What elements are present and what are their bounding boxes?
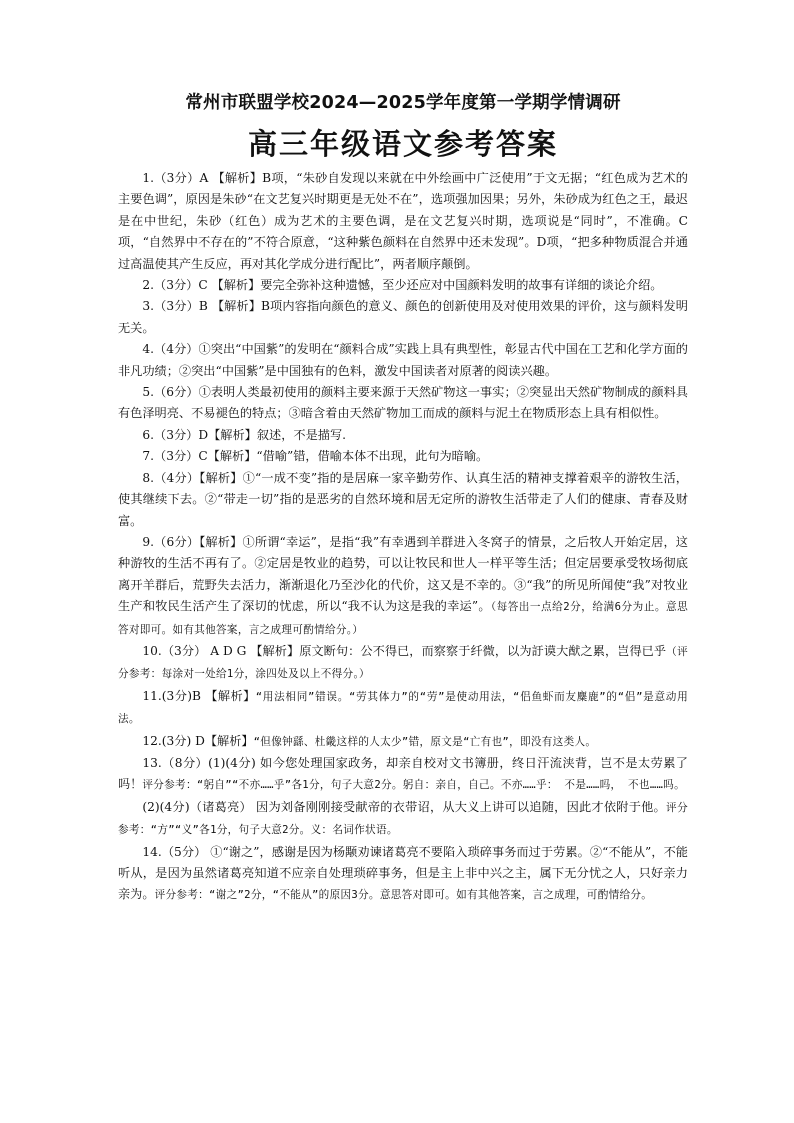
page-title: 高三年级语文参考答案 — [247, 127, 558, 161]
answer-item-10 — [118, 641, 688, 686]
answer-item-14 — [118, 842, 688, 907]
answer-item-1 — [118, 168, 688, 275]
scoring-note: “但像钟繇、杜畿这样的人太少”错，原文是“亡有也”，即没有这类人。 — [253, 735, 597, 748]
answer-text: 2.（3分）C 【解析】要完全弥补这种遗憾，至少还应对中国颜料发明的故事有详细的谈论介绍。 — [142, 278, 663, 293]
answer-text: 11.(3分)B 【解析】 — [142, 688, 256, 703]
answer-text: 8.（4分）【解析】①“一成不变”指的是居麻一家辛勤劳作、认真生活的精神支撑着艰辛的游牧生活，使其继续下去。②“带走一切”指的是恶劣的自然环境和居无定所的游牧生活带走了人们的健康、青春及财富。 — [118, 470, 688, 528]
answer-item-13-2 — [118, 797, 688, 842]
scoring-note: 评分参考：“躬自”“不亦……乎”各1分，句子大意2分。躬自：亲自，自己。不亦……乎： 不是……吗， 不也……吗。 — [142, 779, 685, 792]
answer-item-6 — [118, 425, 688, 446]
answer-item-13-1 — [118, 753, 688, 797]
answer-text: (2)(4分)（诸葛亮） 因为刘备刚刚接受献帝的衣带诏，从大义上讲可以追随，因此才依附于他。 — [142, 799, 666, 814]
scoring-note: 评分参考：“方”“义”各1分，句子大意2分。义：名词作状语。 — [118, 801, 688, 837]
answer-item-9 — [118, 532, 688, 641]
answer-item-7 — [118, 446, 688, 467]
scoring-note: （每答出一点给2分，给满6分为止。意思答对即可。如有其他答案，言之成理可酌情给分。） — [118, 601, 688, 636]
answer-item-8 — [118, 468, 688, 532]
answer-text: 6.（3分）D【解析】叙述，不是描写. — [142, 427, 347, 442]
answer-item-3 — [118, 296, 688, 339]
answer-text: 5.（6分）①表明人类最初使用的颜料主要来源于天然矿物这一事实；②突显出天然矿物制成的颜料具有色泽明亮、不易褪色的特点；③暗含着由天然矿物加工而成的颜料与泥土在物质形态上具有相似性。 — [118, 385, 688, 421]
answer-item-11 — [118, 686, 688, 731]
answer-item-12 — [118, 731, 688, 753]
answer-text: 10.（3分） A D G 【解析】原文断句：公不得已，而察察于纤微，以为訏谟大猷之累，岂得已乎 — [142, 643, 667, 658]
answer-text: 4.（4分）①突出“中国紫”的发明在“颜料合成”实践上具有典型性，彰显古代中国在工艺和化学方面的非凡功绩；②突出“中国紫”是中国独有的色料，激发中国读者对原著的阅读兴趣。 — [118, 342, 688, 378]
answer-text: 9.（6分）【解析】①所谓“幸运”，是指“我”有幸遇到羊群进入冬窝子的情景，之后牧人开始定居，这种游牧的生活不再有了。②定居是牧业的趋势，可以让牧民和世人一样平等生活；但定居要承受牧场彻底离开羊群后，荒野失去活力，渐渐退化乃至沙化的代价，这又是不幸的。③“我”的所见所闻使“我”对牧业生产和牧民生活产生了深切的忧虑，所以“我不认为这是我的幸运”。 — [118, 534, 688, 614]
scoring-note: 评分参考：“谢之”2分，“不能从”的原因3分。意思答对即可。如有其他答案，言之成理，可酌情给分。 — [154, 889, 653, 902]
answer-item-4 — [118, 339, 688, 382]
answer-list — [118, 168, 688, 907]
school-title: 常州市联盟学校2024—2025学年度第一学期学情调研 — [185, 93, 621, 113]
answer-text: 14.（5分） ①“谢之”，感谢是因为杨颙劝谏诸葛亮不要陷入琐碎事务而过于劳累。②“不能从”，不能听从，是因为虽然诸葛亮知道不应亲自处理琐碎事务，但是主上非中兴之主，属下无分忧之人，只好亲力亲为。 — [118, 844, 688, 902]
answer-text: 12.(3分) D【解析】 — [142, 733, 254, 748]
scoring-note: （评分参考：每涂对一处给1分，涂四处及以上不得分。） — [118, 645, 688, 681]
answer-text: 7.（3分）C【解析】“借喻”错，借喻本体不出现，此句为暗喻。 — [142, 449, 489, 464]
answer-text: 3.（3分）B 【解析】B项内容指向颜色的意义、颜色的创新使用及对使用效果的评价，这与颜料发明无关。 — [118, 299, 688, 335]
answer-text: 1.（3分）A 【解析】B项，“朱砂自发现以来就在中外绘画中广泛使用”于文无据；“红色成为艺术的主要色调”，原因是朱砂“在文艺复兴时期更是无处不在”，选项强加因果；另外，朱砂成为红色之王，最迟是在中世纪，朱砂（红色）成为艺术的主要色调，是在文艺复兴时期，选项说是“同时”，不准确。C项，“自然界中不存在的”不符合原意，“这种紫色颜料在自然界中还未发现”。D项，“把多种物质混合并通过高温使其产生反应，再对其化学成分进行配比”，两者顺序颠倒。 — [118, 171, 688, 271]
answer-text: 13.（8分）(1)(4分) 如今您处理国家政务，却亲自校对文书簿册，终日汗流浃背，岂不是太劳累了吗！ — [118, 755, 688, 792]
answer-item-2 — [118, 275, 688, 296]
answer-item-5 — [118, 382, 688, 425]
scoring-note: “用法相同”错误。“劳其体力”的“劳”是使动用法，“侣鱼虾而友麋鹿”的“侣”是意动用法。 — [118, 690, 688, 726]
